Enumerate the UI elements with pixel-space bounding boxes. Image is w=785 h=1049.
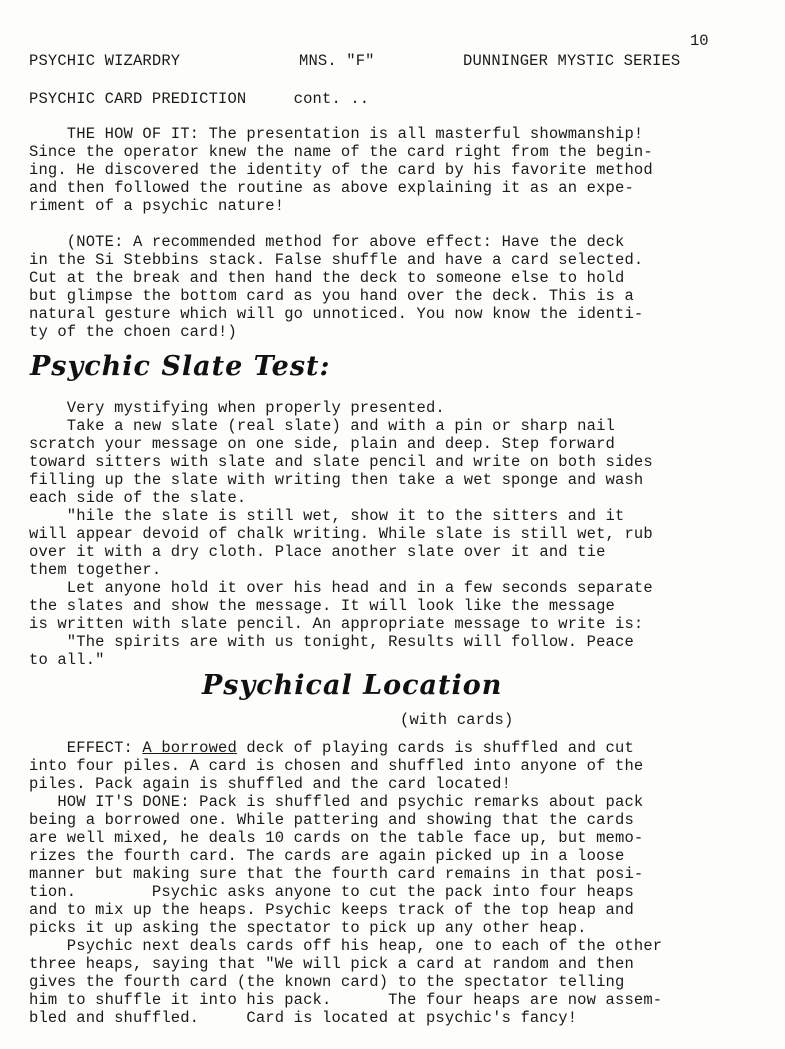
text-line: him to shuffle it into his pack. The four heaps are now assem- (29, 991, 663, 1009)
text-line: to all." (29, 651, 105, 669)
text-line: Very mystifying when properly presented. (29, 399, 445, 417)
text-line: Let anyone hold it over his head and in a few seconds separate (29, 579, 653, 597)
text-line: "The spirits are with us tonight, Results will follow. Peace (29, 633, 634, 651)
text-line: gives the fourth card (the known card) to the spectator telling (29, 973, 625, 991)
text-line: (NOTE: A recommended method for above effect: Have the deck (29, 233, 625, 251)
text-line: each side of the slate. (29, 489, 247, 507)
text-line: bled and shuffled. Card is located at psychic's fancy! (29, 1009, 578, 1027)
text-line: "hile the slate is still wet, show it to the sitters and it (29, 507, 625, 525)
text-line: and to mix up the heaps. Psychic keeps track of the top heap and (29, 901, 634, 919)
text-line: natural gesture which will go unnoticed. You now know the identi- (29, 305, 644, 323)
text-line: tion. Psychic asks anyone to cut the pack into four heaps (29, 883, 634, 901)
text-line: Take a new slate (real slate) and with a pin or sharp nail (29, 417, 615, 435)
psychical-location-subtitle: (with cards) (400, 711, 514, 729)
text-line: rizes the fourth card. The cards are again picked up in a loose (29, 847, 625, 865)
text-line: manner but making sure that the fourth card remains in that posi- (29, 865, 644, 883)
text-line: but glimpse the bottom card as you hand over the deck. This is a (29, 287, 634, 305)
section-continued-heading: PSYCHIC CARD PREDICTION cont. .. (29, 90, 370, 108)
slate-test-title: Psychic Slate Test: (30, 351, 331, 382)
page-number: 10 (690, 32, 709, 50)
text-line: into four piles. A card is chosen and shuffled into anyone of the (29, 757, 644, 775)
text-line: Cut at the break and then hand the deck to someone else to hold (29, 269, 625, 287)
text-line: ty of the choen card!) (29, 323, 237, 341)
text-line: three heaps, saying that "We will pick a card at random and then (29, 955, 634, 973)
text-line: in the Si Stebbins stack. False shuffle and have a card selected. (29, 251, 644, 269)
text-line: piles. Pack again is shuffled and the card located! (29, 775, 512, 793)
effect-line (29, 739, 634, 757)
text-line: toward sitters with slate and slate pencil and write on both sides (29, 453, 653, 471)
header-left: PSYCHIC WIZARDRY (29, 52, 181, 70)
text-line: are well mixed, he deals 10 cards on the table face up, but memo- (29, 829, 644, 847)
text-line: riment of a psychic nature! (29, 197, 285, 215)
text-line: HOW IT'S DONE: Pack is shuffled and psychic remarks about pack (29, 793, 644, 811)
text-line: is written with slate pencil. An appropriate message to write is: (29, 615, 644, 633)
header-right: DUNNINGER MYSTIC SERIES (463, 52, 681, 70)
effect-underlined: A borrowed (142, 739, 237, 757)
text-line: the slates and show the message. It will look like the message (29, 597, 615, 615)
text-line: THE HOW OF IT: The presentation is all masterful showmanship! (29, 125, 644, 143)
text-line: over it with a dry cloth. Place another slate over it and tie (29, 543, 606, 561)
text-line: them together. (29, 561, 162, 579)
text-line: scratch your message on one side, plain and deep. Step forward (29, 435, 615, 453)
text-line: filling up the slate with writing then take a wet sponge and wash (29, 471, 644, 489)
effect-rest: deck of playing cards is shuffled and cut (236, 739, 634, 757)
psychical-location-title: Psychical Location (202, 670, 503, 701)
text-line: ing. He discovered the identity of the card by his favorite method (29, 161, 653, 179)
text-line: Psychic next deals cards off his heap, one to each of the other (29, 937, 663, 955)
text-line: picks it up asking the spectator to pick up any other heap. (29, 919, 587, 937)
text-line: and then followed the routine as above explaining it as an expe- (29, 179, 634, 197)
text-line: Since the operator knew the name of the card right from the begin- (29, 143, 653, 161)
text-line: being a borrowed one. While pattering and showing that the cards (29, 811, 634, 829)
header-center: MNS. "F" (299, 52, 375, 70)
effect-label: EFFECT: (29, 739, 143, 757)
text-line: will appear devoid of chalk writing. While slate is still wet, rub (29, 525, 653, 543)
